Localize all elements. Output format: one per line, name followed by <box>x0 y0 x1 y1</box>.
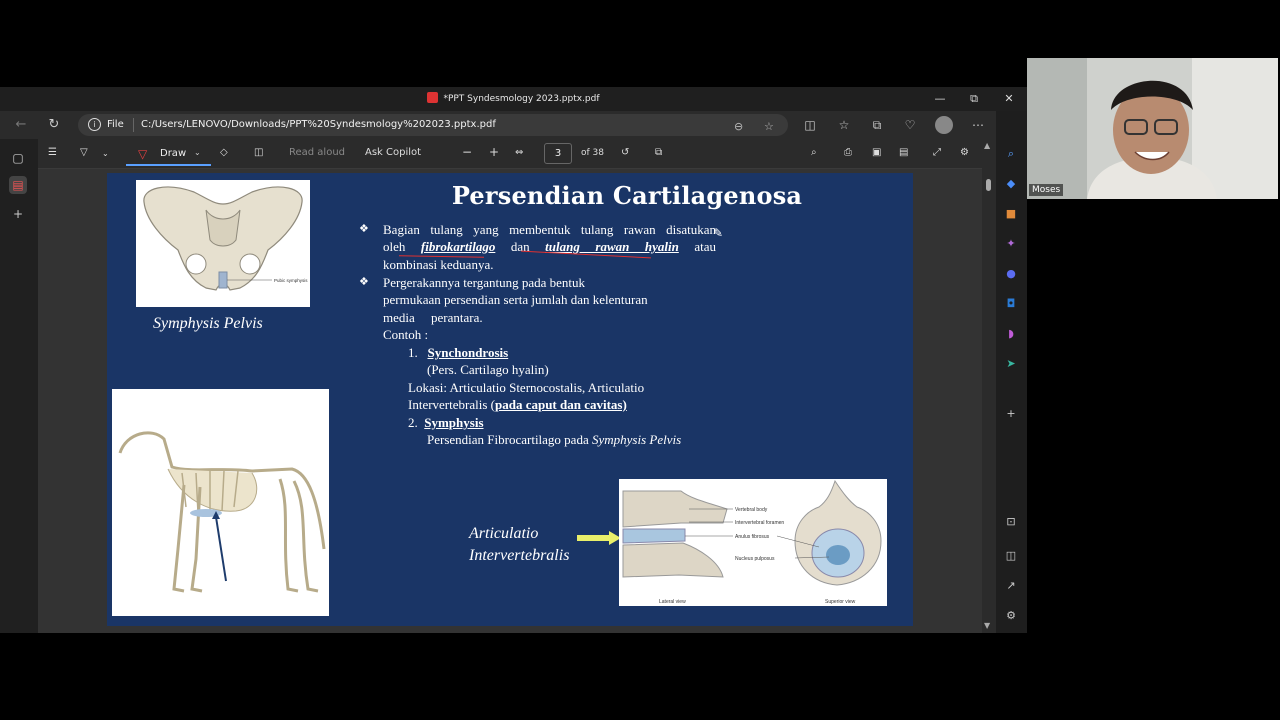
page-number-input[interactable]: 3 <box>544 143 572 164</box>
label-vertebral-body: Vertebral body <box>735 507 768 513</box>
highlight-chevron-icon[interactable]: ⌄ <box>102 149 109 158</box>
label-anulus-fibrosus: Anulus fibrosus <box>735 534 770 540</box>
scroll-down-icon[interactable]: ▼ <box>984 621 991 630</box>
collections-icon[interactable]: ⧉ <box>872 118 882 132</box>
minimize-button[interactable]: — <box>934 92 946 105</box>
bullet2-line2: permukaan persendian serta jumlah dan kelenturan <box>383 292 648 307</box>
file-label: File <box>107 119 124 130</box>
print-icon[interactable]: ⎙ <box>844 147 852 158</box>
bullet-diamond-icon: ❖ <box>359 223 369 235</box>
read-aloud-button[interactable]: Read aloud <box>289 147 346 158</box>
label-intervertebral-foramen: Intervertebral foramen <box>735 520 785 526</box>
zoom-in-button[interactable]: + <box>489 145 500 159</box>
label-superior-view: Superior view <box>825 599 856 605</box>
item2-description: Persendian Fibrocartilago pada Symphysis Pelvis <box>427 432 682 447</box>
term-fibrokartilago: fibrokartilago <box>420 239 496 254</box>
caption-intervertebralis: Intervertebralis <box>469 547 570 564</box>
bullet1-line1: Bagian tulang yang membentuk tulang rawan disatukan <box>383 222 716 237</box>
caption-articulatio: Articulatio <box>469 525 539 542</box>
address-bar-row <box>0 111 1027 139</box>
pdf-toolbar <box>38 139 982 169</box>
vertebra-illustration <box>619 479 887 606</box>
term-tulang-rawan-hyalin: tulang rawan hyalin <box>545 239 679 254</box>
item1-location-line1: Lokasi: Articulatio Sternocostalis, Articulatio <box>408 380 645 395</box>
sidebar-search-icon[interactable]: ⌕ <box>1007 147 1015 160</box>
dog-skeleton-image <box>112 389 329 616</box>
slide-title: Persendian Cartilagenosa <box>451 181 803 210</box>
presenter-video-frame <box>1027 58 1278 199</box>
title-bar <box>0 87 1027 111</box>
tab-actions-icon[interactable]: ▢ <box>12 151 24 165</box>
url-text[interactable]: C:/Users/LENOVO/Downloads/PPT%20Syndesmology%202023.pptx.pdf <box>141 119 496 130</box>
bullet2-line3: media perantara. <box>383 310 483 325</box>
zoom-icon[interactable]: ⊖ <box>734 120 744 133</box>
scrollbar-thumb[interactable] <box>986 179 991 191</box>
sidebar-add-icon[interactable]: + <box>1006 407 1016 420</box>
sidebar-settings-icon[interactable]: ⚙ <box>1006 609 1016 622</box>
webcam-video <box>1027 58 1278 199</box>
sidebar-shopping-icon[interactable]: ◆ <box>1006 177 1016 190</box>
sidebar-copilot-icon[interactable]: ● <box>1006 267 1016 280</box>
settings-gear-icon[interactable]: ⚙ <box>960 147 969 158</box>
fullscreen-icon[interactable]: ⤢ <box>933 147 941 158</box>
item1-location-line2: Intervertebralis (pada caput dan cavitas) <box>408 397 627 412</box>
yellow-arrow-icon <box>577 531 621 545</box>
back-icon[interactable]: ← <box>15 117 27 132</box>
draw-chevron-icon[interactable]: ⌄ <box>194 148 201 157</box>
item1-subtitle: (Pers. Cartilago hyalin) <box>427 362 549 377</box>
pelvis-image <box>136 180 310 307</box>
slide-page <box>107 173 913 626</box>
pen-icon: ▽ <box>138 147 148 161</box>
page-total: of 38 <box>581 148 604 158</box>
window-title: *PPT Syndesmology 2023.pptx.pdf <box>443 94 600 104</box>
search-icon[interactable]: ⌕ <box>811 147 817 158</box>
item2-heading: 2. Symphysis <box>408 415 484 430</box>
save-as-icon[interactable]: ▤ <box>899 147 909 158</box>
bullet-diamond-icon: ❖ <box>359 276 369 288</box>
zoom-out-button[interactable]: − <box>462 145 473 159</box>
bullet1-line3: kombinasi keduanya. <box>383 257 494 272</box>
sidebar-designer-icon[interactable]: ◗ <box>1008 327 1014 340</box>
label-nucleus-pulposus: Nucleus pulposus <box>735 556 775 562</box>
sidebar-tools-icon[interactable]: ■ <box>1005 207 1017 220</box>
ask-copilot-button[interactable]: Ask Copilot <box>365 147 422 158</box>
sidebar-outlook-icon[interactable]: ◘ <box>1006 297 1016 310</box>
favorites-icon[interactable]: ☆ <box>838 118 850 132</box>
bullet1-line2: oleh fibrokartilago dan tulang rawan hyalin atau <box>383 239 717 254</box>
draw-button[interactable] <box>126 142 211 166</box>
sidebar-games-icon[interactable]: ✦ <box>1006 237 1016 250</box>
browser-essentials-icon[interactable]: ♡ <box>904 118 916 132</box>
split-screen-icon[interactable]: ◫ <box>804 118 816 132</box>
pubic-symphysis-label: Pubic symphysis <box>274 278 308 283</box>
sidebar-external-icon[interactable]: ↗ <box>1006 579 1016 592</box>
more-menu-icon[interactable]: ⋯ <box>972 118 984 132</box>
rotate-icon[interactable]: ↺ <box>621 147 630 158</box>
scroll-up-icon[interactable]: ▲ <box>984 141 991 150</box>
restore-button[interactable]: ⧉ <box>970 92 978 105</box>
highlight-icon[interactable]: ▽ <box>80 147 88 158</box>
left-sidebar <box>0 139 38 633</box>
pdf-file-icon <box>427 92 438 103</box>
contoh-label: Contoh : <box>383 327 429 342</box>
info-icon[interactable]: i <box>88 118 101 131</box>
item1-heading: 1. Synchondrosis <box>408 345 509 360</box>
label-lateral-view: Lateral view <box>659 599 686 605</box>
profile-avatar[interactable] <box>935 116 953 134</box>
erase-icon[interactable]: ◇ <box>220 147 228 158</box>
favorite-star-icon[interactable]: ☆ <box>764 120 774 133</box>
refresh-icon[interactable]: ↻ <box>48 117 60 132</box>
sidebar-screenshot-icon[interactable]: ⊡ <box>1006 515 1016 528</box>
sidebar-send-icon[interactable]: ➤ <box>1006 357 1016 370</box>
vertical-scrollbar[interactable] <box>982 139 996 633</box>
page-view-icon[interactable]: ◫ <box>254 147 264 158</box>
vertebra-image <box>619 479 887 606</box>
dog-skeleton-illustration <box>112 389 329 616</box>
bullet2-line1: Pergerakannya tergantung pada bentuk <box>383 275 586 290</box>
url-box[interactable] <box>78 114 788 136</box>
close-button[interactable]: ✕ <box>1004 92 1014 105</box>
two-page-icon[interactable]: ⧉ <box>655 147 663 158</box>
pelvis-illustration <box>136 180 310 307</box>
caption-articulatio-sternocostalis: Articulatio Sternocostalis <box>121 590 285 607</box>
edge-sidebar <box>996 111 1027 633</box>
edge-pdf-window <box>0 87 1027 633</box>
sidebar-panel-icon[interactable]: ◫ <box>1005 549 1017 562</box>
contents-icon[interactable]: ☰ <box>48 147 57 158</box>
pdf-tab-icon[interactable]: ▤ <box>9 176 27 194</box>
save-icon[interactable]: ▣ <box>872 147 882 158</box>
fit-page-icon[interactable]: ⇔ <box>515 147 524 158</box>
draw-label: Draw <box>160 148 187 159</box>
pen-cursor-icon: ✎ <box>713 226 724 240</box>
new-tab-icon[interactable]: + <box>12 207 24 221</box>
caption-symphysis-pelvis: Symphysis Pelvis <box>153 315 263 332</box>
pdf-viewer[interactable] <box>38 169 982 633</box>
participant-name: Moses <box>1029 184 1063 196</box>
